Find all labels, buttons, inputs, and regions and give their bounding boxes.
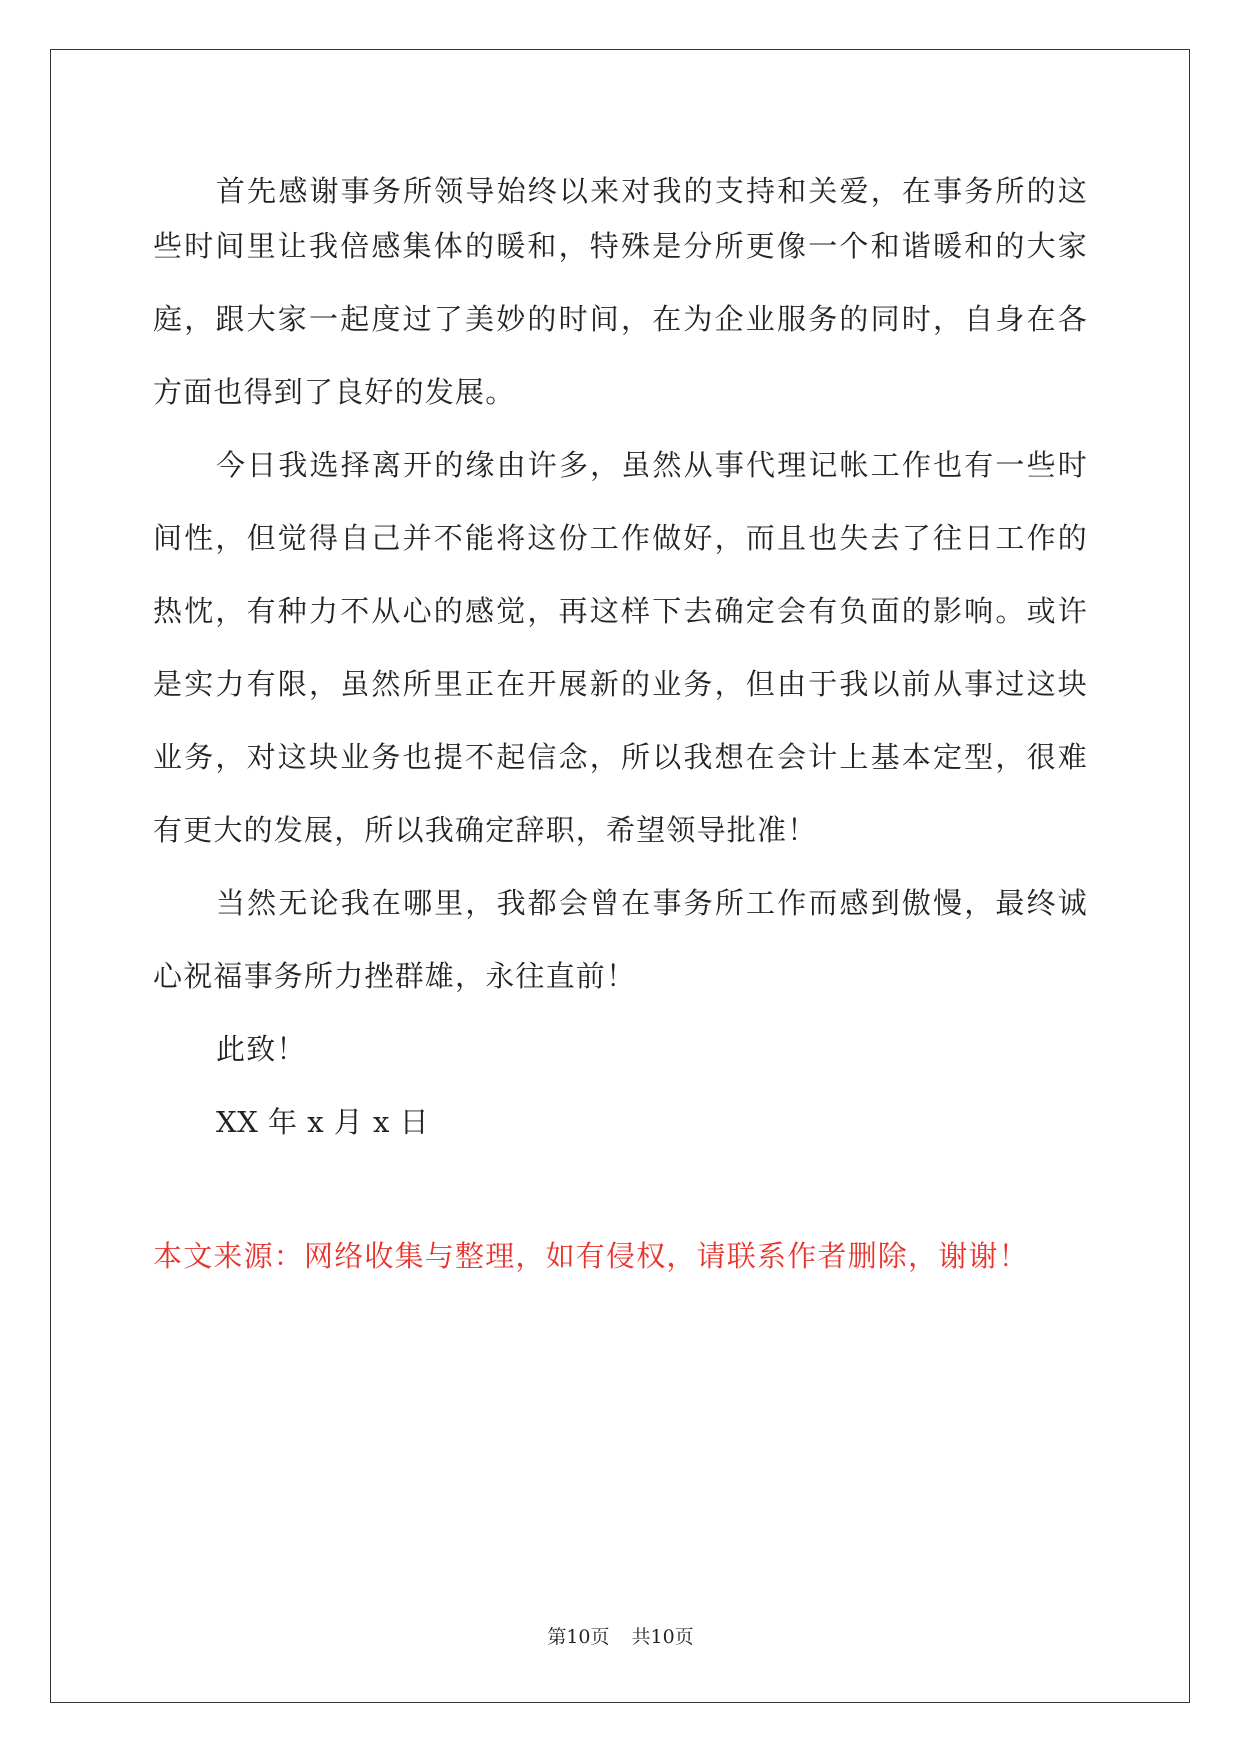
paragraph-1-line-4: 方面也得到了良好的发展。 bbox=[153, 375, 516, 409]
paragraph-2-line-6: 有更大的发展，所以我确定辞职，希望领导批准！ bbox=[153, 813, 818, 847]
paragraph-2-line-1: 今日我选择离开的缘由许多，虽然从事代理记帐工作也有一些时 bbox=[216, 448, 1088, 482]
paragraph-3-line-2: 心祝福事务所力挫群雄，永往直前！ bbox=[153, 959, 637, 993]
source-note: 本文来源：网络收集与整理，如有侵权，请联系作者删除，谢谢！ bbox=[153, 1239, 1029, 1273]
page-number: 第10页 bbox=[547, 1626, 610, 1648]
paragraph-2-line-2: 间性，但觉得自己并不能将这份工作做好，而且也失去了往日工作的 bbox=[153, 521, 1088, 555]
letter-date: XX 年 x 月 x 日 bbox=[216, 1105, 430, 1139]
page-footer bbox=[0, 1625, 1241, 1649]
paragraph-2-line-4: 是实力有限，虽然所里正在开展新的业务，但由于我以前从事过这块 bbox=[153, 667, 1088, 701]
closing-salutation: 此致！ bbox=[216, 1032, 307, 1066]
page-border bbox=[50, 49, 1190, 1703]
paragraph-3-line-1: 当然无论我在哪里，我都会曾在事务所工作而感到傲慢，最终诚 bbox=[216, 886, 1088, 920]
paragraph-1-line-3: 庭，跟大家一起度过了美妙的时间，在为企业服务的同时，自身在各 bbox=[153, 302, 1088, 336]
paragraph-2-line-5: 业务，对这块业务也提不起信念，所以我想在会计上基本定型，很难 bbox=[153, 740, 1088, 774]
paragraph-1-line-1: 首先感谢事务所领导始终以来对我的支持和关爱，在事务所的这 bbox=[216, 174, 1088, 208]
page-total: 共10页 bbox=[631, 1626, 694, 1648]
paragraph-1-line-2: 些时间里让我倍感集体的暖和，特殊是分所更像一个和谐暖和的大家 bbox=[153, 229, 1088, 263]
paragraph-2-line-3: 热忱，有种力不从心的感觉，再这样下去确定会有负面的影响。或许 bbox=[153, 594, 1088, 628]
